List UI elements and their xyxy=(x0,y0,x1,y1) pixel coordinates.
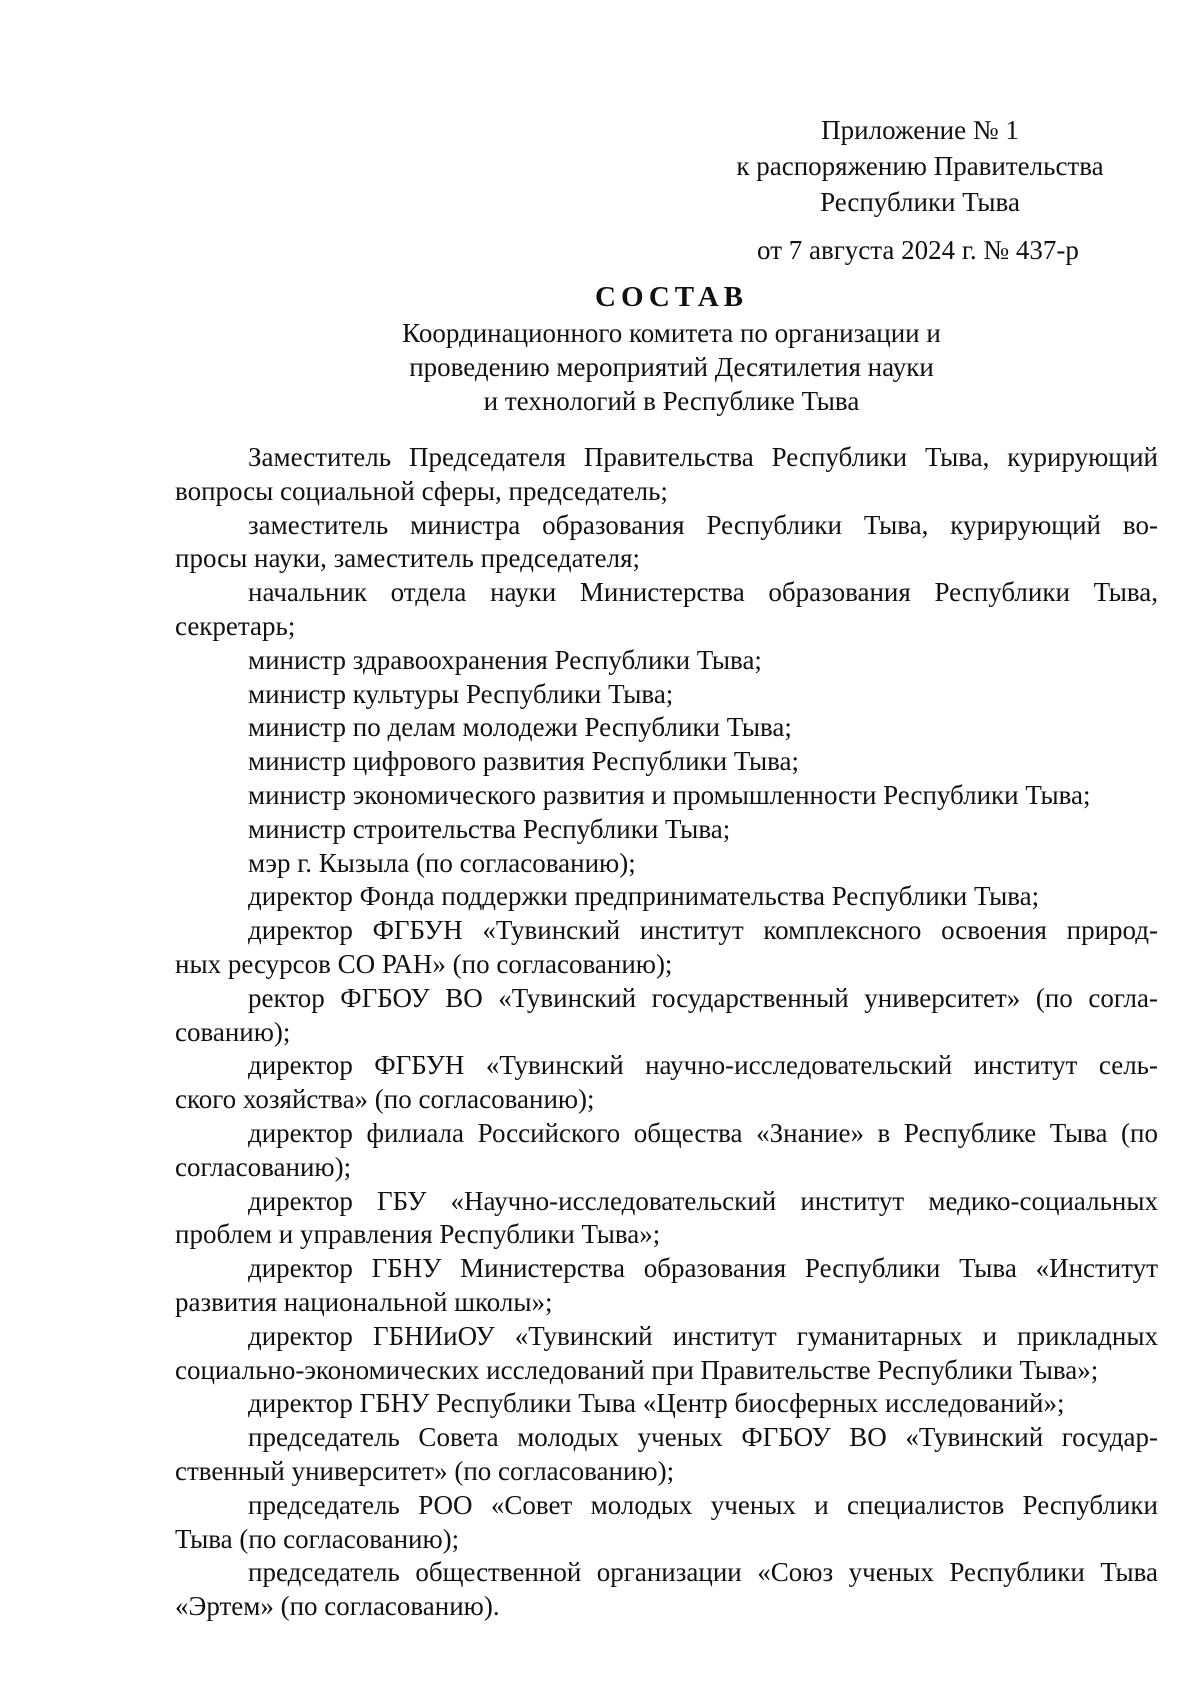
member-text-line: согласованию); xyxy=(175,1151,352,1182)
document-title: СОСТАВ xyxy=(595,281,748,313)
committee-member-item xyxy=(175,982,1158,1050)
member-text-line: директор ГБУ «Научно-исследовательский институт медико-социальных xyxy=(248,1185,1158,1216)
appendix-number: Приложение № 1 xyxy=(821,115,1019,145)
committee-members-list xyxy=(175,441,1158,1624)
member-text-line: министр по делам молодежи Республики Тыва; xyxy=(248,712,792,743)
committee-member-item xyxy=(175,779,1158,813)
committee-member-item xyxy=(175,1320,1158,1388)
member-text-line: министр культуры Республики Тыва; xyxy=(248,678,674,709)
member-text-line: Заместитель Председателя Правительства Республики Тыва, курирующий xyxy=(248,442,1158,472)
committee-member-item xyxy=(175,847,1158,881)
member-text-line: директор ГБНУ Республики Тыва «Центр биосферных исследований»; xyxy=(248,1388,1065,1419)
committee-member-item xyxy=(175,1117,1158,1185)
title-block xyxy=(175,278,1168,418)
order-date: от 7 августа 2024 г. № 437-р xyxy=(757,235,1079,265)
member-text-line: директор ФГБУН «Тувинский институт комплексного освоения природ- xyxy=(248,915,1158,946)
member-text-line: просы науки, заместитель председателя; xyxy=(175,543,641,574)
committee-member-item xyxy=(175,441,1158,509)
member-text-line: проблем и управления Республики Тыва»; xyxy=(175,1219,661,1250)
member-text-line: начальник отдела науки Министерства образования Республики Тыва, xyxy=(248,577,1158,608)
member-text-line: директор ГБНУ Министерства образования Республики Тыва «Институт xyxy=(248,1253,1158,1284)
member-text-line: директор филиала Российского общества «Знание» в Республике Тыва (по xyxy=(248,1117,1158,1148)
committee-member-item xyxy=(175,745,1158,779)
member-text-line: председатель РОО «Совет молодых ученых и специалистов Республики xyxy=(248,1489,1158,1520)
member-text-line: развития национальной школы»; xyxy=(175,1286,553,1317)
committee-member-item xyxy=(175,1387,1158,1421)
committee-member-item xyxy=(175,711,1158,745)
committee-member-item xyxy=(175,1252,1158,1320)
member-text-line: ных ресурсов СО РАН» (по согласованию); xyxy=(175,948,673,979)
committee-member-item xyxy=(175,1049,1158,1117)
member-text-line: министр здравоохранения Республики Тыва; xyxy=(248,644,762,675)
member-text-line: сованию); xyxy=(175,1016,291,1047)
member-text-line: социально-экономических исследований при Правительстве Республики Тыва»; xyxy=(175,1354,1099,1385)
committee-member-item xyxy=(175,678,1158,712)
committee-member-item xyxy=(175,509,1158,577)
member-text-line: вопросы социальной сферы, председатель; xyxy=(175,475,668,506)
committee-member-item xyxy=(175,576,1158,644)
member-text-line: ственный университет» (по согласованию); xyxy=(175,1455,675,1486)
subtitle-line: проведению мероприятий Десятилетия науки xyxy=(409,352,934,382)
member-text-line: ректор ФГБОУ ВО «Тувинский государственный университет» (по согла- xyxy=(248,982,1158,1013)
member-text-line: директор ГБНИиОУ «Тувинский институт гуманитарных и прикладных xyxy=(248,1320,1158,1351)
committee-member-item xyxy=(175,914,1158,982)
document-subtitle xyxy=(175,316,1168,418)
member-text-line: министр строительства Республики Тыва; xyxy=(248,813,731,844)
subtitle-line: Координационного комитета по организации и xyxy=(402,318,941,348)
committee-member-item xyxy=(175,644,1158,678)
member-text-line: директор ФГБУН «Тувинский научно-исследовательский институт сель- xyxy=(248,1050,1158,1081)
appendix-issuer: Республики Тыва xyxy=(820,187,1020,217)
appendix-order-reference: к распоряжению Правительства xyxy=(736,151,1104,181)
subtitle-line: и технологий в Республике Тыва xyxy=(483,386,860,416)
committee-member-item xyxy=(175,1489,1158,1557)
member-text-line: директор Фонда поддержки предпринимательства Республики Тыва; xyxy=(248,881,1040,912)
member-text-line: министр экономического развития и промышленности Республики Тыва; xyxy=(248,779,1091,810)
committee-member-item xyxy=(175,1185,1158,1253)
committee-member-item xyxy=(175,1556,1158,1624)
member-text-line: председатель Совета молодых ученых ФГБОУ ВО «Тувинский государ- xyxy=(248,1422,1158,1453)
member-text-line: председатель общественной организации «Союз ученых Республики Тыва xyxy=(248,1557,1158,1588)
member-text-line: мэр г. Кызыла (по согласованию); xyxy=(248,847,636,878)
member-text-line: секретарь; xyxy=(175,610,296,641)
member-text-line: «Эртем» (по согласованию). xyxy=(175,1591,500,1622)
member-text-line: ского хозяйства» (по согласованию); xyxy=(175,1084,595,1115)
committee-member-item xyxy=(175,813,1158,847)
committee-member-item xyxy=(175,1421,1158,1489)
committee-member-item xyxy=(175,880,1158,914)
member-text-line: заместитель министра образования Республики Тыва, курирующий во- xyxy=(248,509,1158,540)
appendix-header xyxy=(690,112,1150,220)
member-text-line: Тыва (по согласованию); xyxy=(175,1523,460,1554)
member-text-line: министр цифрового развития Республики Тыва; xyxy=(248,746,800,777)
